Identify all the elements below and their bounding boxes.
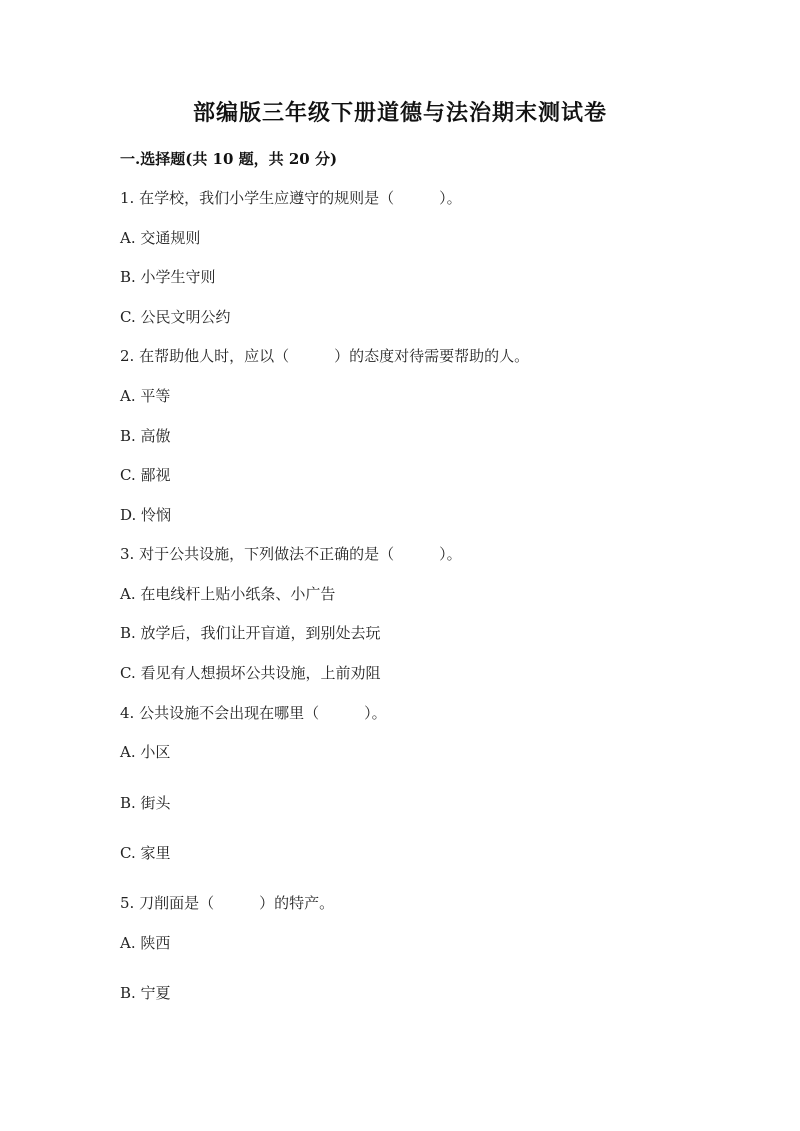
question-3-stem: 3. 对于公共设施，下列做法不正确的是（ ）。 <box>120 545 462 563</box>
question-2-stem: 2. 在帮助他人时，应以（ ）的态度对待需要帮助的人。 <box>120 347 530 365</box>
question-5-option-b: B. 宁夏 <box>120 984 171 1002</box>
question-2-option-d: D. 怜悯 <box>120 506 172 524</box>
question-1-option-b: B. 小学生守则 <box>120 268 216 286</box>
question-5-option-a: A. 陕西 <box>120 934 171 952</box>
question-4-stem: 4. 公共设施不会出现在哪里（ ）。 <box>120 704 387 722</box>
question-1-stem: 1. 在学校，我们小学生应遵守的规则是（ ）。 <box>120 189 462 207</box>
question-3-option-c: C. 看见有人想损坏公共设施，上前劝阻 <box>120 664 381 682</box>
question-2-option-a: A. 平等 <box>120 387 171 405</box>
question-4-option-c: C. 家里 <box>120 844 171 862</box>
question-2-option-b: B. 高傲 <box>120 427 171 445</box>
question-3-option-b: B. 放学后，我们让开盲道，到别处去玩 <box>120 624 381 642</box>
question-2-option-c: C. 鄙视 <box>120 466 171 484</box>
page-title: 部编版三年级下册道德与法治期末测试卷 <box>192 100 607 126</box>
section-heading: 一.选择题(共 10 题，共 20 分) <box>120 150 338 168</box>
question-5-stem: 5. 刀削面是（ ）的特产。 <box>120 894 335 912</box>
question-4-option-a: A. 小区 <box>120 743 171 761</box>
question-4-option-b: B. 街头 <box>120 794 171 812</box>
question-1-option-c: C. 公民文明公约 <box>120 308 231 326</box>
question-1-option-a: A. 交通规则 <box>120 229 201 247</box>
question-3-option-a: A. 在电线杆上贴小纸条、小广告 <box>120 585 336 603</box>
